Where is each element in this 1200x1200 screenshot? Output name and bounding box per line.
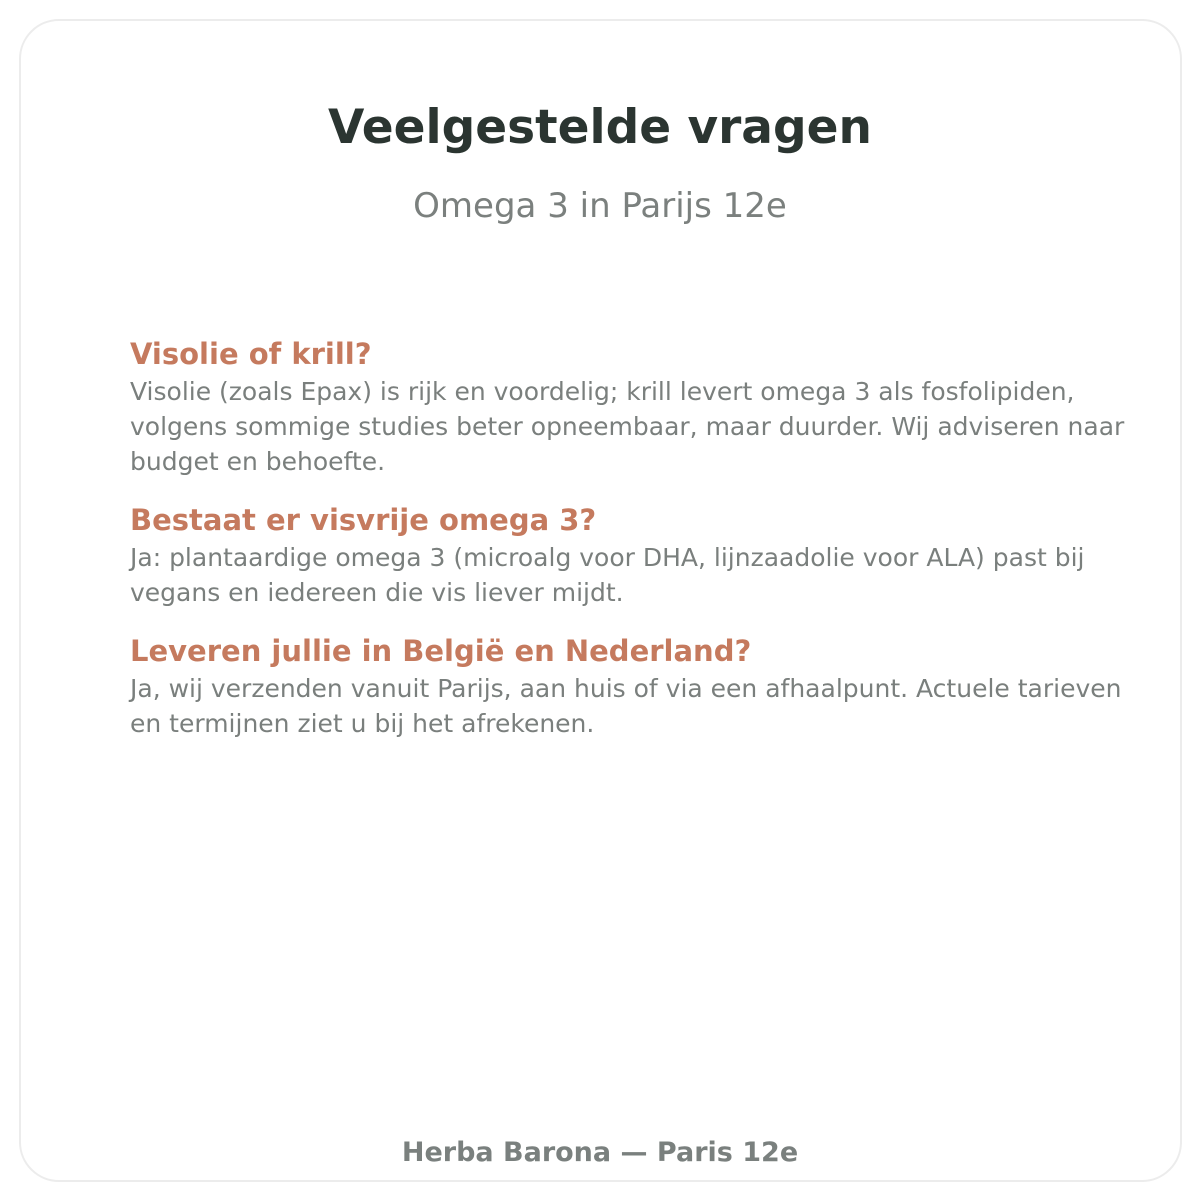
- faq-item: [130, 334, 1130, 479]
- faq-answer: Visolie (zoals Epax) is rijk en voordelig; krill levert omega 3 als fosfolipiden, volgens sommige studies beter opneembaar, maar duurder. Wij adviseren naar budget en behoefte.: [130, 377, 1125, 476]
- faq-item: [130, 631, 1130, 741]
- page-subtitle: Omega 3 in Parijs 12e: [413, 186, 787, 226]
- page-title: Veelgestelde vragen: [327, 100, 872, 155]
- faq-question: Leveren jullie in België en Nederland?: [130, 634, 752, 668]
- faq-question: Bestaat er visvrije omega 3?: [130, 503, 597, 537]
- faq-question: Visolie of krill?: [130, 337, 372, 371]
- faq-list: [130, 334, 1130, 762]
- faq-answer: Ja: plantaardige omega 3 (microalg voor DHA, lijnzaadolie voor ALA) past bij vegans en iedereen die vis liever mijdt.: [130, 543, 1085, 607]
- footer-brand: Herba Barona — Paris 12e: [401, 1137, 799, 1168]
- faq-answer: Ja, wij verzenden vanuit Parijs, aan huis of via een afhaalpunt. Actuele tarieven en termijnen ziet u bij het afrekenen.: [130, 674, 1122, 738]
- faq-item: [130, 500, 1130, 610]
